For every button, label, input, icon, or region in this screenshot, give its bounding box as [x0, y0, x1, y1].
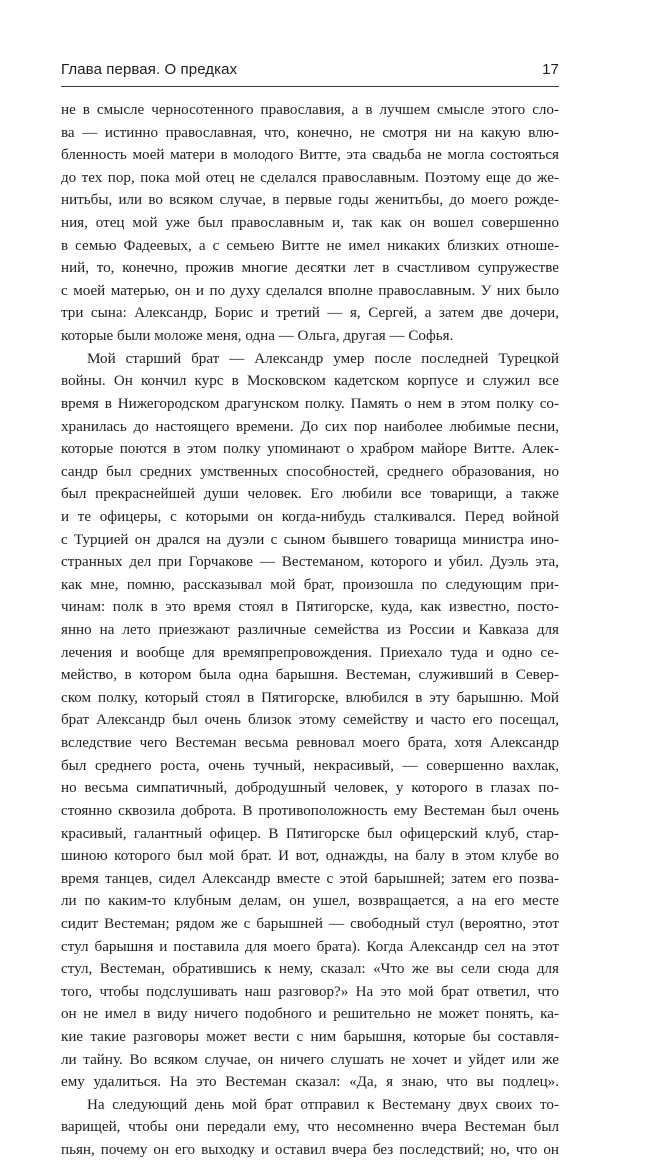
text-line: стул, Вестеман, обратившись к нему, сказал: «Что же вы сели сюда для — [61, 961, 559, 978]
text-line: ему удалиться. На это Вестеман сказал: «Да, я знаю, что вы подлец». — [61, 1074, 559, 1091]
text-line: с моей матерью, он и по духу сделался вполне православным. У них было — [61, 282, 559, 299]
text-line: того, чтобы подслушивать наш разговор?» На это мой брат ответил, что — [61, 983, 559, 1000]
text-line: время танцев, сидел Александр вместе с этой барышней; затем его позва- — [61, 870, 559, 887]
text-line: в семью Фадеевых, а с семьею Витте не имел никаких близких отноше- — [61, 237, 559, 254]
text-line: брат Александр был очень близок этому семейству и часто его посещал, — [61, 712, 559, 729]
text-line: которые были моложе меня, одна — Ольга, другая — Софья. — [61, 328, 454, 345]
text-line: он не имел в виду ничего подобного и решительно не может понять, ка- — [61, 1006, 559, 1023]
page-number: 17 — [542, 61, 559, 78]
text-line: стул барышня и поставила для моего брата). Когда Александр сел на этот — [61, 938, 559, 955]
text-line: не в смысле черносотенного православия, а в лучшем смысле этого сло- — [61, 102, 559, 118]
running-header — [61, 61, 559, 83]
text-line: был прекраснейшей души человек. Его любили все товарищи, а также — [61, 486, 559, 503]
text-line: ний, то, конечно, прожив многие десятки лет в счастливом супружестве — [61, 260, 559, 277]
text-line: шиною которого был мой брат. И вот, однажды, на балу в этом клубе во — [61, 848, 559, 865]
text-line: пьян, почему он его выходку и оставил вчера без последствий; но, что он — [61, 1142, 559, 1159]
text-line: ли тайну. Во всяком случае, он ничего слушать не хочет и уйдет или же — [61, 1051, 559, 1068]
text-line: ли по каким-то клубным делам, он ушел, возвращается, а на его месте — [61, 893, 559, 910]
text-line: варищей, чтобы они передали ему, что несомненно вчера Вестеман был — [61, 1119, 559, 1136]
text-line: янно на лето приезжают различные семейства из России и Кавказа для — [61, 622, 559, 639]
text-line: войны. Он кончил курс в Московском кадетском корпусе и служил все — [61, 373, 559, 390]
text-line: лечения и вообще для времяпрепровождения. Приехало туда и одно се- — [61, 644, 559, 661]
text-line: стоянно сквозила доброта. В противоположность ему Вестеман был очень — [61, 802, 559, 819]
text-line: ва — истинно православная, что, конечно, не смотря ни на какую влю- — [61, 124, 559, 141]
text-line: красивый, галантный офицер. В Пятигорске был офицерский клуб, стар- — [61, 825, 559, 842]
text-line: бленность моей матери в молодого Витте, эта свадьба не могла состояться — [61, 147, 559, 164]
text-line: нитьбы, или во всяком случае, в первые годы женитьбы, до моего рожде- — [61, 192, 559, 209]
text-line: кие такие разговоры может вести с ним барышня, которые бы составля- — [61, 1028, 559, 1045]
text-line: был среднего роста, очень тучный, некрасивый, — совершенно вахлак, — [61, 757, 559, 774]
text-line: чинам: полк в это время стоял в Пятигорске, куда, как известно, посто- — [61, 599, 559, 616]
text-line: три сына: Александр, Борис и третий — я, Сергей, а затем две дочери, — [61, 305, 559, 322]
text-line: хранилась до настоящего времени. До сих пор наиболее любимые песни, — [61, 418, 559, 435]
text-line: но весьма симпатичный, добродушный человек, у которого в глазах по- — [61, 780, 559, 797]
text-line: Мой старший брат — Александр умер после последней Турецкой — [87, 350, 559, 367]
text-line: и те офицеры, с которыми он когда-нибудь сталкивался. Перед войной — [61, 508, 559, 525]
running-head-title: Глава первая. О предках — [61, 61, 238, 78]
text-line: ском полку, который стоял в Пятигорске, влюбился в эту барышню. Мой — [61, 689, 559, 706]
text-line: которые поются в этом полку упоминают о храбром майоре Витте. Алек- — [61, 441, 559, 458]
text-line: сидит Вестеман; рядом же с барышней — свободный стул (вероятно, этот — [61, 915, 559, 932]
text-line: до тех пор, пока мой отец не сделался православным. Поэтому еще до же- — [61, 169, 559, 186]
text-line: с Турцией он дрался на дуэли с сыном бывшего товарища министра ино- — [61, 531, 559, 548]
body-text — [61, 99, 559, 1162]
text-line: вследствие чего Вестеман весьма ревновал моего брата, хотя Александр — [61, 735, 559, 752]
text-line: сандр был средних умственных способностей, среднего образования, но — [61, 463, 559, 480]
text-line: странных дел при Горчакове — Вестеманом, которого и убил. Дуэль эта, — [61, 554, 559, 571]
text-line: На следующий день мой брат отправил к Вестеману двух своих то- — [87, 1096, 559, 1113]
text-line: ния, отец мой уже был православным и, так как он вошел совершенно — [61, 215, 559, 232]
text-line: как мне, помню, рассказывал мой брат, произошла по следующим при- — [61, 576, 559, 593]
text-line: время в Нижегородском драгунском полку. Память о нем в этом полку со- — [61, 395, 559, 412]
header-rule — [61, 86, 559, 87]
text-line: мейство, в котором была одна барышня. Вестеман, служивший в Север- — [61, 667, 559, 684]
